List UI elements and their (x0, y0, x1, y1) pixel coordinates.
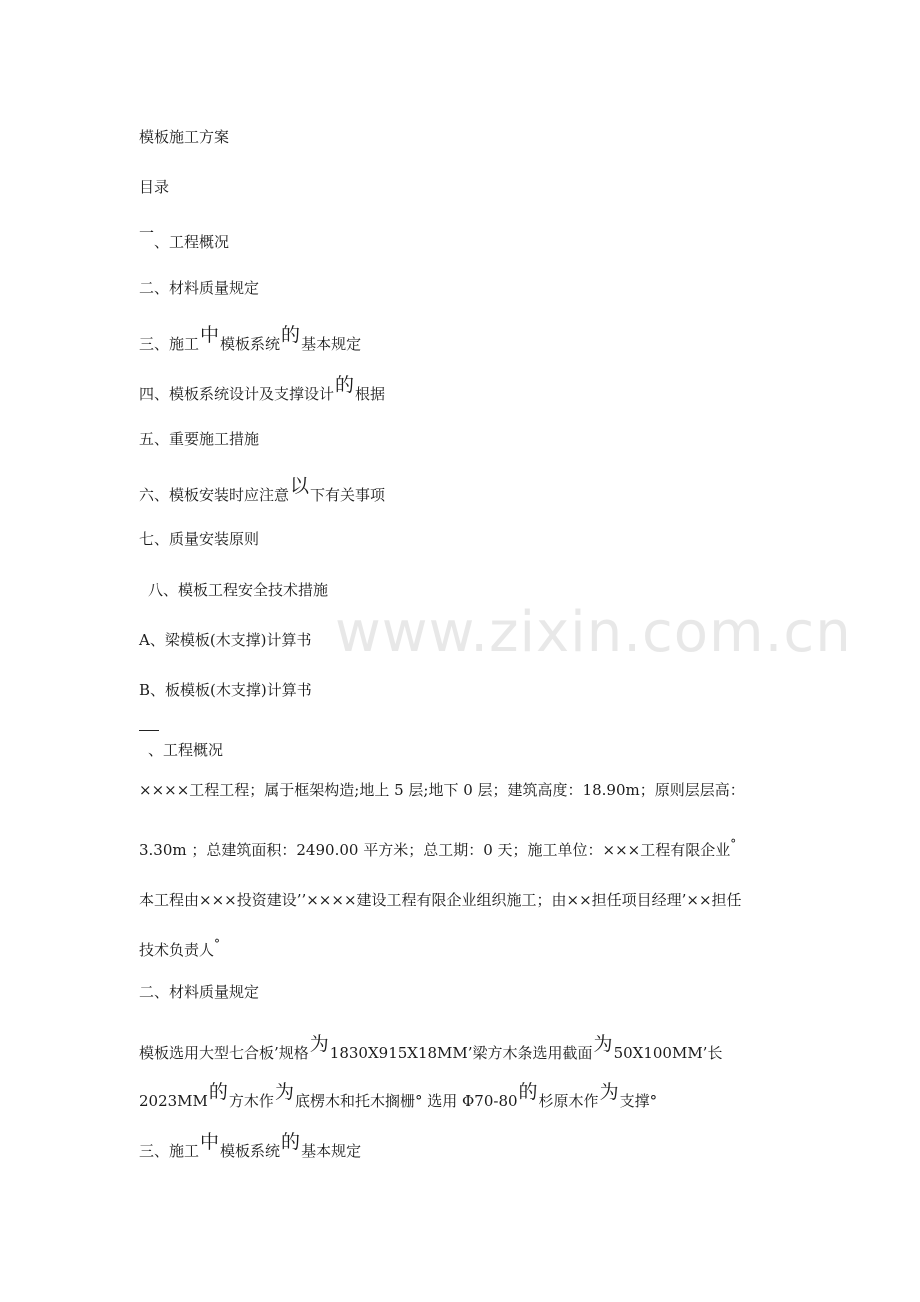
toc-item-6-raised-char: 以 (290, 475, 310, 497)
toc-item-6-part: 六、模板安装时应注意 (139, 486, 290, 504)
section-1-p2-line1: 本工程由×××投资建设’’××××建设工程有限企业组织施工；由××担任项目经理’××担任 (139, 891, 742, 909)
toc-item-5: 五、重要施工措施 (139, 430, 260, 448)
toc-item-6-part: 下有关事项 (310, 486, 386, 504)
toc-item-1 (139, 224, 230, 252)
toc-item-6 (139, 475, 386, 505)
section-3-heading-part: 模板系统 (220, 1142, 281, 1160)
toc-item-3-raised-char: 的 (281, 324, 301, 346)
section-1-p2-line2-text: 技术负责人 (139, 941, 215, 959)
section-1-p1-line2-text: 3.30m ；总建筑面积：2490.00 平方米；总工期：0 天；施工单位：×××工程有限企业 (139, 841, 731, 859)
section-2-line2-raised-char: 的 (518, 1081, 538, 1103)
toc-item-2: 二、材料质量规定 (139, 279, 260, 297)
section-1-p1-line1: ××××工程工程；属于框架构造;地上 5 层;地下 0 层；建筑高度：18.90m；原则层层高： (139, 781, 745, 799)
toc-item-b: B、板模板(木支撑)计算书 (139, 681, 312, 699)
section-3-heading-part: 三、施工 (139, 1142, 200, 1160)
section-1-p2-line2 (139, 937, 221, 961)
section-2-line2-part: 杉原木作 (538, 1092, 599, 1110)
section-3-heading-raised-char: 的 (281, 1131, 301, 1153)
section-2-line1-raised-char: 为 (593, 1033, 613, 1055)
section-1-p1-line2-mark: ° (730, 837, 737, 851)
section-3-heading-part: 基本规定 (301, 1142, 362, 1160)
toc-item-3-part: 模板系统 (220, 335, 281, 353)
toc-item-1-num: 一 (139, 224, 155, 242)
section-3-heading (139, 1131, 362, 1161)
section-2-line1-raised-char: 为 (309, 1033, 329, 1055)
section-2-heading: 二、材料质量规定 (139, 983, 260, 1001)
section-1-p2-line2-mark: ° (214, 937, 221, 951)
section-1-p1-line2 (139, 837, 737, 861)
section-1-dash (139, 730, 159, 731)
section-1-heading-text: 、工程概况 (148, 741, 224, 759)
section-2-line2-part: 方木作 (228, 1092, 274, 1110)
section-2-line2-raised-char: 的 (208, 1081, 228, 1103)
toc-item-3-raised-char: 中 (200, 324, 220, 346)
section-2-line1-part: 模板选用大型七合板’规格 (139, 1044, 309, 1062)
toc-item-8: 八、模板工程安全技术措施 (148, 581, 329, 599)
section-2-line2-raised-char: 为 (599, 1081, 619, 1103)
section-2-line1-part: 1830X915X18MM’梁方木条选用截面 (329, 1044, 593, 1062)
section-1-heading (148, 740, 223, 760)
toc-item-4 (139, 374, 386, 404)
section-2-line2-part: 2023MM (139, 1092, 208, 1110)
toc-item-4-raised-char: 的 (335, 374, 355, 396)
toc-item-3-part: 三、施工 (139, 335, 200, 353)
toc-item-4-part: 四、模板系统设计及支撑设计 (139, 385, 335, 403)
toc-item-7: 七、质量安装原则 (139, 530, 260, 548)
section-2-line1-part: 50X100MM’长 (613, 1044, 723, 1062)
section-3-heading-raised-char: 中 (200, 1131, 220, 1153)
section-2-line2-part: 支撑° (619, 1092, 658, 1110)
toc-item-3-part: 基本规定 (301, 335, 362, 353)
section-2-line2 (139, 1081, 658, 1111)
section-2-line2-part: 底楞木和托木搁栅° 选用 Φ70-80 (294, 1092, 518, 1110)
document-title: 模板施工方案 (139, 128, 230, 146)
section-2-line1 (139, 1033, 723, 1063)
section-2-line2-raised-char: 为 (274, 1081, 294, 1103)
toc-item-4-part: 根据 (355, 385, 386, 403)
toc-item-1-text: 、工程概况 (154, 233, 230, 251)
toc-heading: 目录 (139, 178, 170, 196)
watermark: www.zixin.com.cn (335, 600, 852, 665)
toc-item-a: A、梁模板(木支撑)计算书 (139, 631, 312, 649)
toc-item-3 (139, 324, 362, 354)
